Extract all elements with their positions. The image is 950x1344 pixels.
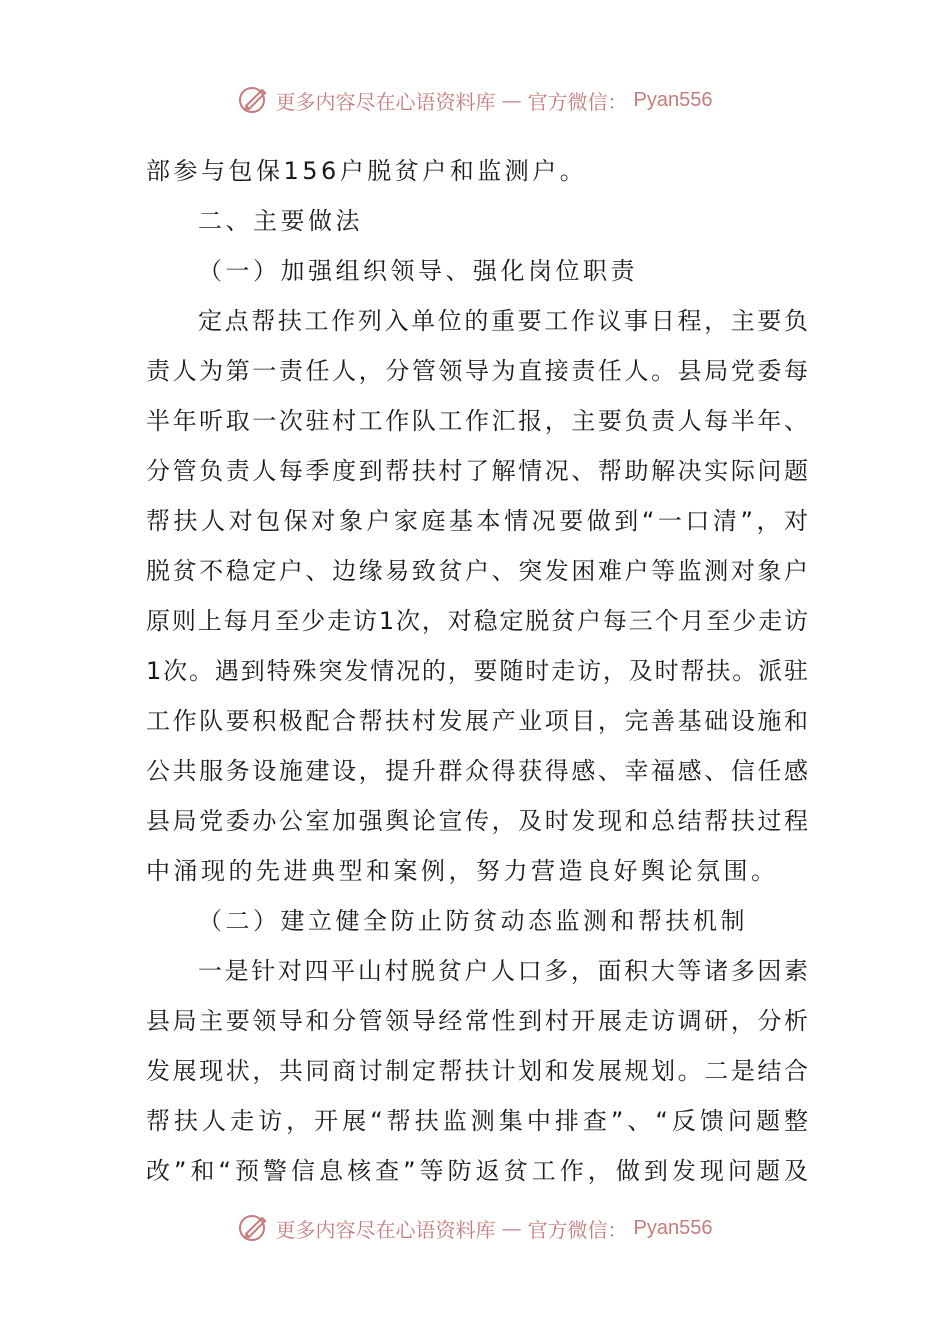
section-heading: 二、主要做法 (198, 207, 363, 235)
text-line: 县局主要领导和分管领导经常性到村开展走访调研，分析 (146, 1007, 808, 1035)
watermark-separator: — (501, 88, 522, 112)
text-line: 中涌现的先进典型和案例，努力营造良好舆论氛围。 (146, 857, 779, 885)
subsection-heading: （一）加强组织领导、强化岗位职责 (198, 257, 638, 285)
watermark-label: 官方微信： (527, 1217, 628, 1242)
text-line: 脱贫不稳定户、边缘易致贫户、突发困难户等监测对象户 (146, 557, 808, 585)
text-line: 半年听取一次驻村工作队工作汇报，主要负责人每半年、 (146, 407, 808, 435)
text-line: 改”和“预警信息核查”等防返贫工作，做到发现问题及 (146, 1157, 808, 1185)
text-line: 1次。遇到特殊突发情况的，要随时走访，及时帮扶。派驻 (146, 657, 808, 685)
text-line: 责人为第一责任人，分管领导为直接责任人。县局党委每 (146, 357, 808, 385)
text-line: 工作队要积极配合帮扶村发展产业项目，完善基础设施和 (146, 707, 808, 735)
text-line: 定点帮扶工作列入单位的重要工作议事日程，主要负 (198, 307, 808, 335)
pen-logo-icon (238, 84, 270, 116)
watermark-text: 更多内容尽在心语资料库 (275, 1217, 496, 1242)
watermark-separator: — (501, 1216, 522, 1240)
text-line: 帮扶人对包保对象户家庭基本情况要做到“一口清”，对 (146, 507, 808, 535)
document-body (146, 146, 808, 1196)
pen-logo-icon (238, 1212, 270, 1244)
text-line: 原则上每月至少走访1次，对稳定脱贫户每三个月至少走访 (146, 607, 808, 635)
text-line: 县局党委办公室加强舆论宣传，及时发现和总结帮扶过程 (146, 807, 808, 835)
text-line: 部参与包保156户脱贫户和监测户。 (146, 157, 588, 185)
text-line: 分管负责人每季度到帮扶村了解情况、帮助解决实际问题 (146, 457, 808, 485)
text-line: 公共服务设施建设，提升群众得获得感、幸福感、信任感 (146, 757, 808, 785)
text-line: 帮扶人走访，开展“帮扶监测集中排查”、“反馈问题整 (146, 1107, 808, 1135)
watermark-label: 官方微信： (527, 89, 628, 114)
text-line: 发展现状，共同商讨制定帮扶计划和发展规划。二是结合 (146, 1057, 808, 1085)
watermark-bottom (0, 1212, 950, 1244)
text-line: 一是针对四平山村脱贫户人口多，面积大等诸多因素 (198, 957, 808, 985)
watermark-text: 更多内容尽在心语资料库 (275, 89, 496, 114)
watermark-wechat-id: Pyan556 (633, 1216, 713, 1239)
subsection-heading: （二）建立健全防止防贫动态监测和帮扶机制 (198, 907, 748, 935)
watermark-top (0, 84, 950, 116)
watermark-wechat-id: Pyan556 (633, 88, 713, 111)
